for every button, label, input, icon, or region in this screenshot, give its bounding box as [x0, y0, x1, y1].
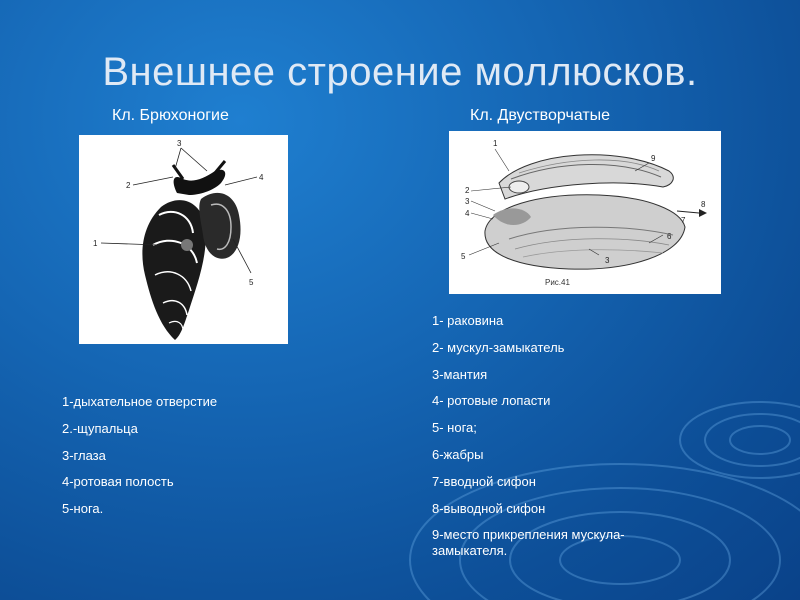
legend-item: 5-нога. — [62, 501, 104, 517]
legend-item: 7-вводной сифон — [432, 473, 536, 489]
gastropods-heading: Кл. Брюхоногие — [112, 107, 229, 124]
bivalves-legend — [432, 313, 692, 559]
legend-item: 3-глаза — [62, 447, 106, 463]
legend-item: 3-мантия — [432, 366, 488, 382]
snail-label: 1 — [93, 239, 98, 248]
legend-item: 5- нога; — [432, 420, 477, 436]
mussel-label: 8 — [701, 200, 706, 209]
legend-item: 8-выводной сифон — [432, 500, 546, 516]
legend-item: 2- мускул-замыкатель — [432, 339, 565, 355]
mussel-label: 7 — [681, 216, 686, 225]
mussel-label: 3 — [465, 197, 470, 206]
legend-item: 2.-щупальца — [62, 420, 138, 436]
gastropods-legend — [62, 394, 292, 528]
slide-title: Внешнее строение моллюсков. — [102, 50, 698, 94]
mussel-label: 9 — [651, 154, 656, 163]
mussel-label: 5 — [461, 252, 466, 261]
legend-item: 4-ротовая полость — [62, 474, 174, 490]
legend-item: 1- раковина — [432, 313, 504, 328]
snail-label: 2 — [126, 181, 131, 190]
figure-caption: Рис.41 — [545, 278, 570, 287]
mussel-figure — [449, 131, 721, 294]
legend-item: 4- ротовые лопасти — [432, 393, 551, 409]
mussel-label: 2 — [465, 186, 470, 195]
legend-item: 1-дыхательное отверстие — [62, 394, 218, 409]
mussel-label: 1 — [493, 139, 498, 148]
mussel-label: 6 — [667, 232, 672, 241]
mussel-label: 3 — [605, 256, 610, 265]
snail-label: 5 — [249, 278, 254, 287]
snail-label: 3 — [177, 139, 182, 148]
bivalves-heading: Кл. Двустворчатые — [470, 107, 611, 124]
snail-label: 4 — [259, 173, 264, 182]
mussel-label: 4 — [465, 209, 470, 218]
legend-item: 9-место прикрепления мускула-замыкателя. — [432, 527, 625, 559]
snail-figure — [79, 135, 288, 344]
legend-item: 6-жабры — [432, 446, 484, 462]
